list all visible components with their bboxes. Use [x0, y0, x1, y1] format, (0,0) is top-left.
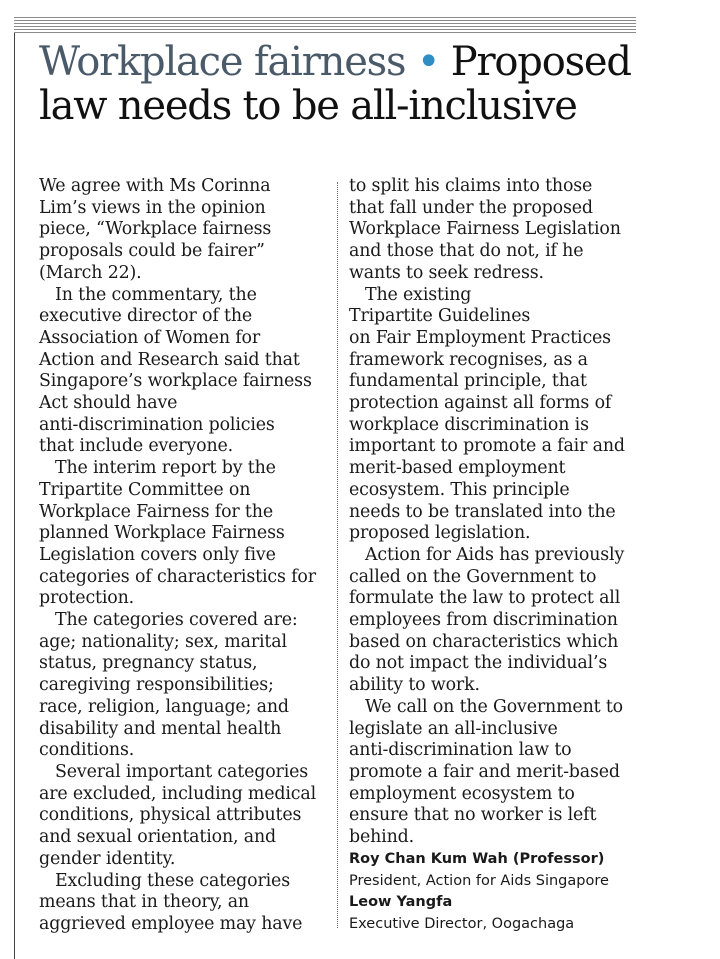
- text-line: Legislation covers only five: [39, 544, 276, 565]
- text-line: conditions, physical attributes: [39, 805, 302, 826]
- text-line: Tripartite Committee on: [39, 479, 251, 500]
- text-line: promote a fair and merit-based: [349, 761, 620, 782]
- text-line: to split his claims into those: [349, 176, 593, 196]
- text-line: ecosystem. This principle: [349, 479, 570, 500]
- text-line: Workplace Fairness for the: [39, 501, 273, 522]
- right-column: [349, 176, 649, 936]
- text-line: based on characteristics which: [349, 631, 619, 652]
- text-line: race, religion, language; and: [39, 696, 289, 717]
- text-line: anti-discrimination law to: [349, 740, 572, 761]
- text-line: We agree with Ms Corinna: [39, 176, 271, 196]
- signature-title: Executive Director, Oogachaga: [349, 915, 575, 932]
- text-line: fundamental principle, that: [349, 371, 587, 392]
- text-line: Singapore’s workplace fairness: [39, 371, 312, 392]
- signature-name: Leow Yangfa: [349, 894, 453, 911]
- text-line: Several important categories: [55, 761, 309, 782]
- text-line: ensure that no worker is left: [349, 805, 597, 826]
- top-rule-lines: [14, 17, 636, 33]
- text-line: protection.: [39, 588, 135, 609]
- text-line: means that in theory, an: [39, 892, 249, 913]
- column-divider: [337, 182, 338, 928]
- text-line: employment ecosystem to: [349, 783, 575, 804]
- text-line: workplace discrimination is: [349, 414, 589, 435]
- text-line: employees from discrimination: [349, 610, 618, 631]
- headline-kicker: Workplace fairness: [39, 39, 406, 85]
- left-margin-rule: [14, 33, 15, 959]
- text-line: and sexual orientation, and: [39, 827, 277, 848]
- text-line: caregiving responsibilities;: [39, 675, 274, 696]
- left-column: [39, 176, 331, 936]
- text-line: on Fair Employment Practices: [349, 327, 611, 348]
- text-line: protection against all forms of: [349, 393, 612, 414]
- text-line: age; nationality; sex, marital: [39, 631, 287, 652]
- text-line: (March 22).: [39, 262, 142, 283]
- signature-name: Roy Chan Kum Wah (Professor): [349, 850, 605, 867]
- text-line: behind.: [349, 827, 414, 848]
- text-line: that include everyone.: [39, 436, 234, 457]
- text-line: Workplace Fairness Legislation: [349, 219, 621, 240]
- text-line: The existing: [365, 284, 472, 305]
- text-line: executive director of the: [39, 306, 253, 327]
- text-line: Action for Aids has previously: [365, 544, 625, 565]
- signature-title: President, Action for Aids Singapore: [349, 872, 609, 889]
- text-line: planned Workplace Fairness: [39, 523, 285, 544]
- text-line: framework recognises, as a: [349, 349, 588, 370]
- text-line: The categories covered are:: [55, 610, 298, 631]
- text-line: Action and Research said that: [39, 349, 300, 370]
- text-line: that fall under the proposed: [349, 197, 593, 218]
- text-line: Association of Women for: [39, 327, 261, 348]
- headline: [39, 40, 639, 128]
- headline-title-line1: Proposed: [450, 39, 631, 85]
- headline-bullet: •: [416, 39, 440, 85]
- text-line: Act should have: [39, 393, 178, 414]
- text-line: legislate an all-inclusive: [349, 718, 558, 739]
- text-line: We call on the Government to: [365, 696, 623, 717]
- text-line: In the commentary, the: [55, 284, 257, 305]
- text-line: proposed legislation.: [349, 523, 531, 544]
- text-line: needs to be translated into the: [349, 501, 616, 522]
- text-line: Tripartite Guidelines: [349, 306, 531, 327]
- headline-title-line2: law needs to be all-inclusive: [39, 83, 577, 129]
- text-line: important to promote a fair and: [349, 436, 625, 457]
- text-line: aggrieved employee may have: [39, 913, 303, 934]
- text-line: status, pregnancy status,: [39, 653, 258, 674]
- text-line: disability and mental health: [39, 718, 282, 739]
- text-line: formulate the law to protect all: [349, 588, 621, 609]
- text-line: proposals could be fairer”: [39, 241, 265, 262]
- text-line: merit-based employment: [349, 458, 566, 479]
- text-line: are excluded, including medical: [39, 783, 317, 804]
- text-line: categories of characteristics for: [39, 566, 316, 587]
- text-line: called on the Government to: [349, 566, 597, 587]
- text-line: ability to work.: [349, 675, 480, 696]
- text-line: anti-discrimination policies: [39, 414, 275, 435]
- text-line: Excluding these categories: [55, 870, 290, 891]
- text-line: do not impact the individual’s: [349, 653, 608, 674]
- text-line: piece, “Workplace fairness: [39, 219, 272, 240]
- text-line: conditions.: [39, 740, 135, 761]
- text-line: The interim report by the: [55, 458, 276, 479]
- text-line: gender identity.: [39, 848, 176, 869]
- text-line: and those that do not, if he: [349, 241, 584, 262]
- text-line: wants to seek redress.: [349, 262, 544, 283]
- text-line: Lim’s views in the opinion: [39, 197, 266, 218]
